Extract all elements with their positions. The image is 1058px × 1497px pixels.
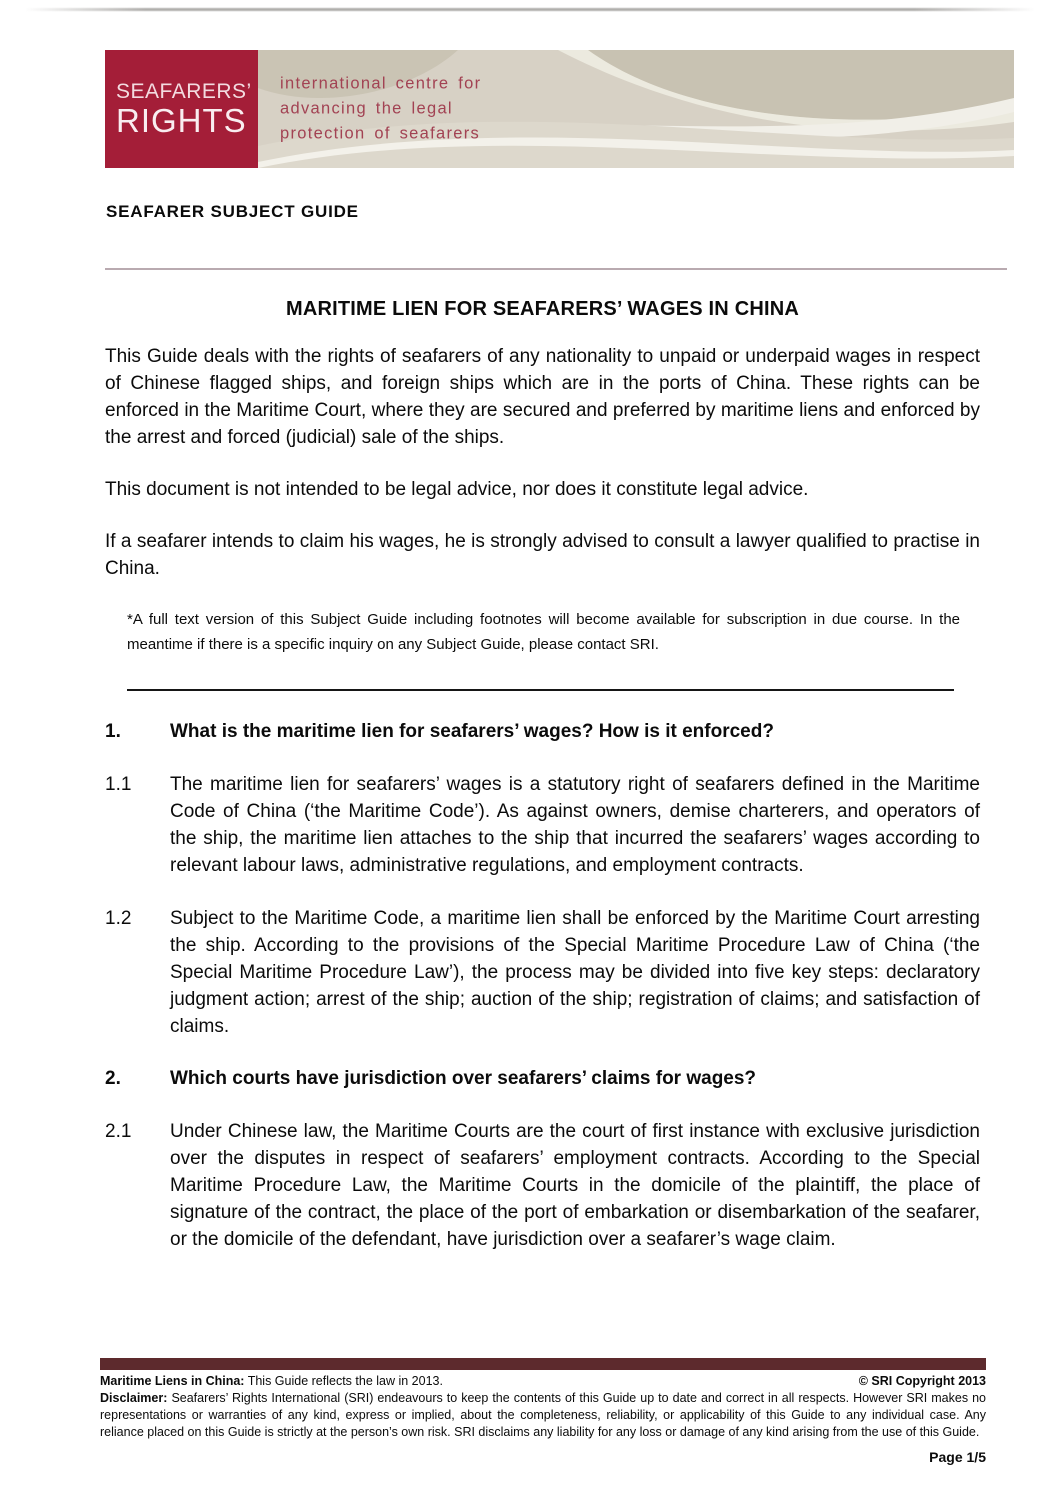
section-1-title: What is the maritime lien for seafarers’ wages? How is it enforced? [170,721,774,742]
scan-edge-line [25,8,1035,11]
logo-tagline [280,72,481,147]
disclaimer-paragraph [100,1390,986,1441]
section-2-heading [105,1066,980,1092]
clause-1-1-text: The maritime lien for seafarers’ wages is a statutory right of seafarers defined in the Maritime Code of China (‘the Maritime Code’). As against owners, demise charterers, and operators of the ship, the maritime lien attaches to the ship that incurred the seafarers’ wages according to relevant labour laws, administrative regulations, and employment contracts. [170,774,980,876]
copyright-notice: © SRI Copyright 2013 [858,1374,986,1388]
section-divider-rule [127,689,954,691]
tagline-line-3: protection of seafarers [280,124,481,143]
page-number: Page 1/5 [929,1449,986,1465]
clause-1-1-number: 1.1 [105,774,132,795]
header-banner [105,50,1014,168]
header-divider-rule [105,268,1007,270]
clause-1-2-number: 1.2 [105,908,132,929]
clause-1-2-text: Subject to the Maritime Code, a maritime lien shall be enforced by the Maritime Court arresting the ship. According to the provisions of the Special Maritime Procedure Law of China (‘the Special Maritime Procedure Law’), the process may be divided into five key steps: declaratory judgment action; arrest of the ship; auction of the ship; registration of claims; and satisfaction of claims. [170,908,980,1037]
banner-artwork [258,50,1014,168]
intro-paragraph-3: If a seafarer intends to claim his wages, he is strongly advised to consult a lawyer qualified to practise in China. [105,531,980,579]
footer-guide-text: This Guide reflects the law in 2013. [247,1374,443,1388]
footer-guide-label: Maritime Liens in China: [100,1374,245,1388]
disclaimer-label: Disclaimer: [100,1391,168,1405]
clause-2-1-text: Under Chinese law, the Maritime Courts are the court of first instance with exclusive jurisdiction over the disputes in respect of seafarers’ employment contracts. According to the Special Maritime Procedure Law, the Maritime Courts in the domicile of the plaintiff, the place of signature of the contract, the place of the port of embarkation or disembarkation of the seafarer, or the domicile of the defendant, have jurisdiction over a seafarer’s wage claim. [170,1121,980,1250]
clause-2-1 [105,1118,980,1253]
footer-guide-info [100,1373,443,1390]
tagline-line-2: advancing the legal [280,99,453,118]
logo-text-rights: RIGHTS [116,101,247,139]
sections [105,719,980,1253]
clause-1-2 [105,905,980,1040]
document-body [105,298,980,1279]
subscription-note: *A full text version of this Subject Guide including footnotes will become available for subscription in due course. In the meantime if there is a specific inquiry on any Subject Guide, please contact SRI. [127,611,960,653]
section-2-title: Which courts have jurisdiction over seafarers’ claims for wages? [170,1068,757,1089]
section-1-number: 1. [105,721,121,742]
footer-info-line [100,1373,986,1390]
clause-1-1 [105,771,980,879]
document-title: MARITIME LIEN FOR SEAFARERS’ WAGES IN CHINA [285,298,800,320]
section-2-number: 2. [105,1068,121,1089]
disclaimer-text: Seafarers’ Rights International (SRI) endeavours to keep the contents of this Guide up to date and correct in all respects. However SRI makes no representations or warranties of any kind, express or implied, about the completeness, reliability, or applicability of this Guide to any individual case. Any reliance placed on this Guide is strictly at the person’s own risk. SRI disclaims any liability for any loss or damage of any kind arising from the use of this Guide. [100,1391,986,1439]
intro-paragraph-1: This Guide deals with the rights of seafarers of any nationality to unpaid or underpaid wages in respect of Chinese flagged ships, and foreign ships which are in the ports of China. These rights can be enforced in the Maritime Court, where they are secured and preferred by maritime liens and enforced by the arrest and forced (judicial) sale of the ships. [105,346,980,448]
seafarers-rights-logo [105,50,258,168]
clause-2-1-number: 2.1 [105,1121,132,1142]
page-footer [100,1358,986,1441]
subject-guide-heading: SEAFARER SUBJECT GUIDE [106,202,359,221]
logo-text-seafarers: SEAFARERS’ [116,79,252,103]
footer-rule-bar [100,1358,986,1370]
section-1-heading [105,719,980,745]
intro-paragraph-2: This document is not intended to be legal advice, nor does it constitute legal advice. [105,479,809,500]
tagline-line-1: international centre for [280,74,482,93]
